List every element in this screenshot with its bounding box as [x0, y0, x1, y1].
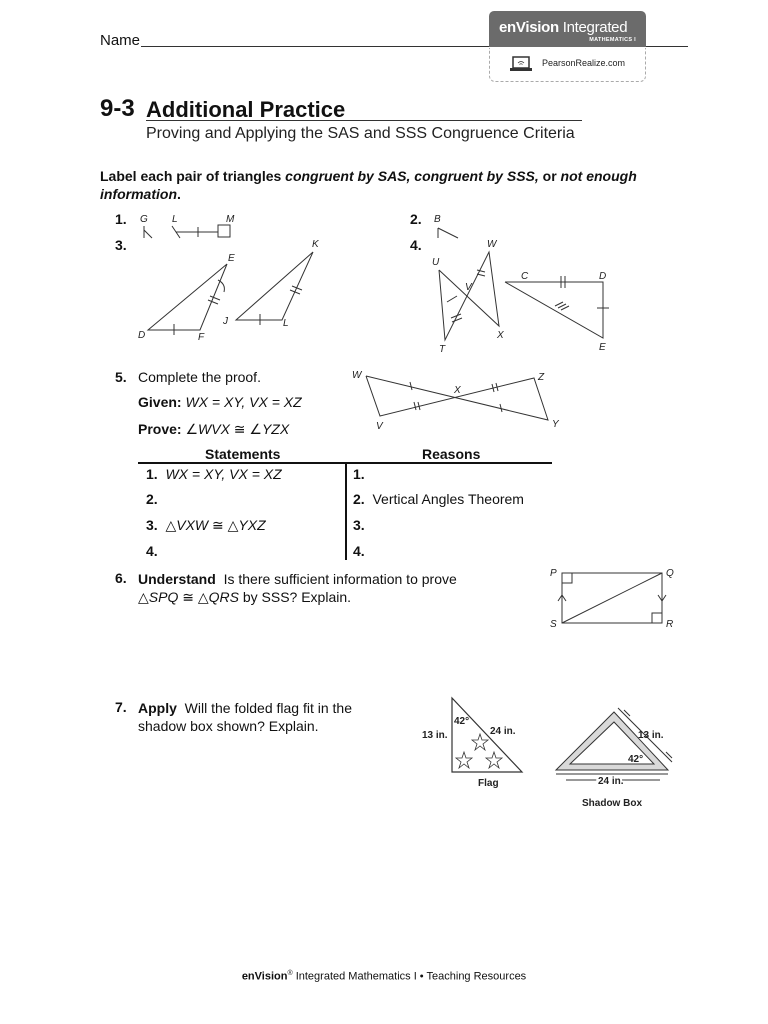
star-icon [472, 734, 488, 750]
brand-bold: enVision [499, 19, 559, 36]
statements-header: Statements [205, 446, 281, 462]
svg-text:F: F [198, 332, 205, 343]
envision-logo [489, 11, 646, 47]
svg-text:W: W [487, 239, 497, 250]
svg-text:G: G [140, 214, 148, 225]
svg-text:U: U [432, 257, 440, 268]
instructions: Label each pair of triangles congruent by SAS, congruent by SSS, or not enough information. [100, 168, 637, 202]
proof-reason-1[interactable]: 1. [353, 466, 365, 482]
proof-row-2[interactable]: 2. [146, 491, 158, 507]
problem-7-number: 7. [115, 699, 127, 715]
prove-line: Prove: ∠WVX ≅ ∠YZX [138, 421, 290, 437]
proof-reason-2: 2. Vertical Angles Theorem [353, 491, 524, 507]
svg-text:X: X [497, 330, 504, 341]
star-icon [486, 752, 502, 768]
svg-text:K: K [312, 239, 319, 250]
svg-text:M: M [226, 214, 235, 225]
brand-sub: MATHEMATICS I [589, 37, 636, 43]
svg-text:D: D [138, 330, 146, 341]
svg-text:V: V [465, 282, 472, 293]
lesson-title: Additional Practice [146, 97, 346, 122]
brand-light: Integrated [562, 19, 628, 36]
proof-reason-4[interactable]: 4. [353, 543, 365, 559]
svg-text:B: B [434, 214, 441, 225]
shadow-box-figure [552, 700, 678, 812]
svg-text:Shadow Box: Shadow Box [582, 798, 643, 809]
svg-text:L: L [283, 318, 289, 329]
proof-row-4[interactable]: 4. [146, 543, 158, 559]
svg-text:P: P [550, 568, 557, 579]
proof-row-1: 1. WX = XY, VX = XZ [146, 466, 282, 482]
svg-text:Q: Q [666, 568, 674, 579]
svg-text:Z: Z [538, 372, 545, 383]
realize-box[interactable] [489, 48, 646, 82]
name-label: Name [100, 32, 141, 49]
svg-text:L: L [172, 214, 178, 225]
svg-text:J: J [223, 316, 228, 327]
problem-6-text: Understand Is there sufficient information to prove △SPQ ≅ △QRS by SSS? Explain. [138, 571, 457, 605]
title-underline [146, 120, 582, 121]
svg-text:V: V [376, 421, 383, 432]
problem-7-text: Apply Will the folded flag fit in the shadow box shown? Explain. [138, 700, 352, 734]
svg-text:42°: 42° [628, 754, 644, 765]
svg-text:E: E [599, 342, 606, 353]
flag-figure [418, 694, 528, 792]
proof-row-3: 3. △VXW ≅ △YXZ [146, 517, 266, 533]
svg-text:13 in.: 13 in. [638, 730, 664, 741]
svg-text:24 in.: 24 in. [490, 726, 516, 737]
proof-table-divider [345, 463, 347, 560]
svg-text:T: T [439, 344, 446, 355]
svg-text:W: W [352, 370, 362, 381]
problem-4-number: 4. [410, 237, 422, 253]
svg-text:R: R [666, 619, 674, 630]
problem-3-number: 3. [115, 237, 127, 253]
realize-link[interactable]: PearsonRealize.com [542, 58, 626, 68]
svg-text:24 in.: 24 in. [598, 776, 624, 787]
problem-4-figure [425, 234, 625, 358]
problem-5-figure [348, 366, 562, 434]
problem-3-figure [130, 234, 330, 346]
problem-2-number: 2. [410, 211, 422, 227]
problem-1-number: 1. [115, 211, 127, 227]
lesson-number: 9-3 [100, 95, 135, 122]
svg-text:13 in.: 13 in. [422, 730, 448, 741]
given-line: Given: WX = XY, VX = XZ [138, 394, 302, 410]
reasons-header: Reasons [422, 446, 481, 462]
svg-text:Flag: Flag [478, 778, 499, 789]
page-footer: enVision® Integrated Mathematics I • Teaching Resources [241, 970, 527, 983]
laptop-icon [510, 56, 532, 72]
svg-text:X: X [454, 385, 461, 396]
svg-text:Y: Y [552, 419, 559, 430]
star-icon [456, 752, 472, 768]
svg-text:E: E [228, 253, 235, 264]
problem-5-number: 5. [115, 369, 127, 385]
svg-text:S: S [550, 619, 557, 630]
problem-6-number: 6. [115, 570, 127, 586]
proof-reason-3[interactable]: 3. [353, 517, 365, 533]
problem-5-text: Complete the proof. [138, 369, 261, 385]
problem-6-figure [546, 565, 678, 631]
svg-text:C: C [521, 271, 529, 282]
svg-text:42°: 42° [454, 716, 470, 727]
lesson-subtitle: Proving and Applying the SAS and SSS Congruence Criteria [146, 125, 575, 142]
svg-text:D: D [599, 271, 607, 282]
